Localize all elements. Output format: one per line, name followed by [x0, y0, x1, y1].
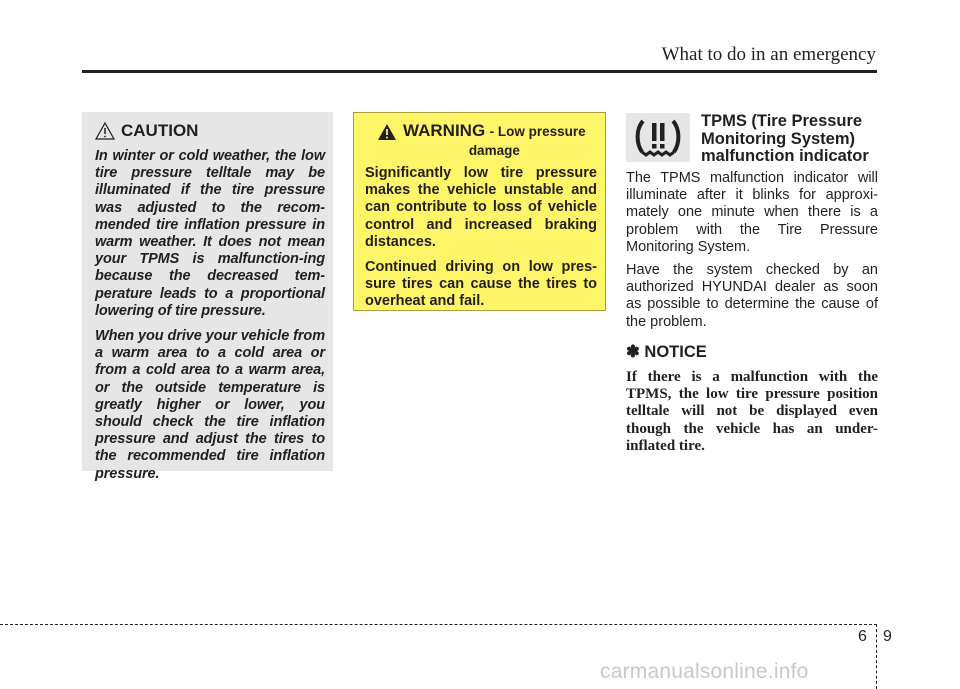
warning-heading: [365, 121, 597, 159]
warning-subtitle-line1: - Low pressure: [489, 124, 586, 139]
tpms-indicator-icon: [626, 113, 690, 162]
tpms-paragraph-1: The TPMS malfunction indicator will illuminate after it blinks for approxi-mately one minute when there is a problem with the Tire Pressure Monitoring System.: [626, 170, 878, 255]
notice-title: ✽ NOTICE: [626, 343, 707, 361]
tpms-body: [626, 170, 878, 331]
page-chapter-number: 6: [858, 628, 867, 645]
caution-paragraph-1: In winter or cold weather, the low tire pressure telltale may be illuminated if the tire pressure was adjusted to the recom-mended tire inflation pressure in warm weather. It does not mean your TPMS is malfunction-ing because the decreased tem-perature leads to a proportional lowering of tire pressure.: [95, 148, 325, 319]
warning-subtitle-line2: damage: [468, 143, 520, 158]
warning-paragraph-1: Significantly low tire pressure makes the vehicle unstable and can contribute to loss of vehicle control and increased braking distances.: [365, 165, 597, 250]
caution-box: [82, 112, 333, 482]
footer-divider: [876, 624, 877, 689]
watermark: carmanualsonline.info: [600, 660, 809, 683]
warning-box: [353, 112, 606, 311]
caution-triangle-icon: [95, 121, 115, 141]
notice-text: If there is a malfunction with the TPMS, the low tire pressure position telltale will not be displayed even though the vehicle has an under-inflated tire.: [626, 369, 878, 454]
caution-heading: [95, 120, 325, 142]
caution-paragraph-2: When you drive your vehicle from a warm area to a cold area or from a cold area to a warm area, or the outside temperature is greatly higher or lower, you should check the tire inflation pressure and adjust the tires to the recommended tire inflation pressure.: [95, 328, 325, 482]
warning-title: WARNING: [403, 121, 486, 140]
footer-rule: [0, 624, 877, 625]
page-header-title: What to do in an emergency: [661, 44, 876, 65]
tpms-title: TPMS (Tire Pressure Monitoring System) malfunction indicator: [701, 112, 869, 165]
tpms-paragraph-2: Have the system checked by an authorized HYUNDAI dealer as soon as possible to determine the cause of the problem.: [626, 262, 878, 330]
header-rule: [82, 70, 877, 73]
page-number: 9: [883, 628, 892, 645]
warning-paragraph-2: Continued driving on low pres-sure tires can cause the tires to overheat and fail.: [365, 259, 597, 310]
warning-triangle-icon: [377, 123, 397, 141]
caution-title: CAUTION: [121, 121, 199, 140]
